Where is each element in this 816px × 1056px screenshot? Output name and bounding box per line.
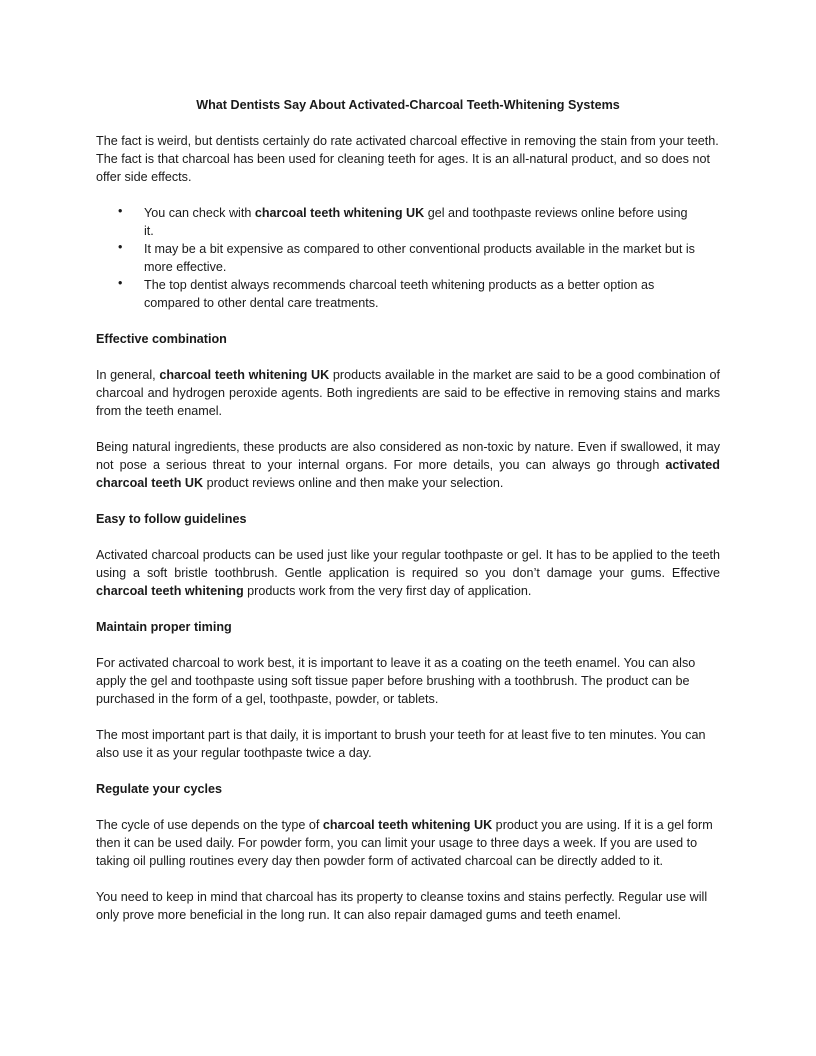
bullet-icon: •	[118, 276, 123, 290]
bold-keyword: charcoal teeth whitening UK	[159, 368, 330, 382]
intro-paragraph: The fact is weird, but dentists certainly do rate activated charcoal effective in removing the stain from your teeth. The fact is that charcoal has been used for cleaning teeth for ages. It is an all-natural product, and so does not offer side effects.	[96, 134, 719, 184]
bullet-icon: •	[118, 240, 123, 254]
bullet-list	[96, 204, 720, 312]
bold-keyword: charcoal teeth whitening UK	[254, 206, 425, 220]
heading-effective-combination: Effective combination	[96, 332, 227, 346]
timing-paragraph-1: For activated charcoal to work best, it is important to leave it as a coating on the teeth enamel. You can also apply the gel and toothpaste using soft tissue paper before brushing with a toothbrush. The product can be purchased in the form of a gel, toothpaste, powder, or tablets.	[96, 656, 696, 706]
guidelines-paragraph: Activated charcoal products can be used just like your regular toothpaste or gel. It has to be applied to the teeth using a soft bristle toothbrush. Gentle application is required so you don’t damage your gums. Effective charcoal teeth whitening products work from the very first day of application.	[96, 548, 720, 598]
list-item: • It may be a bit expensive as compared to other conventional products available in the market but is more effective.	[118, 240, 695, 274]
effective-paragraph-2: Being natural ingredients, these products are also considered as non-toxic by nature. Even if swallowed, it may not pose a serious threat to your internal organs. For more details, you can always go through activated charcoal teeth UK product reviews online and then make your selection.	[96, 440, 720, 490]
document-title: What Dentists Say About Activated-Charcoal Teeth-Whitening Systems	[196, 98, 620, 112]
cycles-paragraph-2: You need to keep in mind that charcoal has its property to cleanse toxins and stains perfectly. Regular use will only prove more beneficial in the long run. It can also repair damaged gums and teeth enamel.	[96, 890, 708, 922]
heading-easy-guidelines: Easy to follow guidelines	[96, 512, 247, 526]
document-page	[96, 86, 720, 942]
cycles-paragraph-1: The cycle of use depends on the type of charcoal teeth whitening UK product you are using. If it is a gel form then it can be used daily. For powder form, you can limit your usage to three days a week. If you are used to taking oil pulling routines every day then powder form of activated charcoal can be directly added to it.	[96, 818, 713, 868]
effective-paragraph-1: In general, charcoal teeth whitening UK products available in the market are said to be a good combination of charcoal and hydrogen peroxide agents. Both ingredients are said to be effective in removing stains and marks from the teeth enamel.	[96, 368, 720, 418]
bold-keyword: charcoal teeth whitening	[96, 584, 244, 598]
list-item: • The top dentist always recommends charcoal teeth whitening products as a better option as compared to other dental care treatments.	[118, 276, 655, 310]
bold-keyword: charcoal teeth whitening UK	[322, 818, 493, 832]
timing-paragraph-2: The most important part is that daily, it is important to brush your teeth for at least five to ten minutes. You can also use it as your regular toothpaste twice a day.	[96, 728, 706, 760]
list-item: • You can check with charcoal teeth whitening UK gel and toothpaste reviews online before using it.	[118, 204, 688, 238]
heading-regulate-cycles: Regulate your cycles	[96, 782, 222, 796]
heading-proper-timing: Maintain proper timing	[96, 620, 232, 634]
bold-keyword: activated charcoal teeth UK	[96, 458, 720, 490]
bullet-icon: •	[118, 204, 123, 218]
